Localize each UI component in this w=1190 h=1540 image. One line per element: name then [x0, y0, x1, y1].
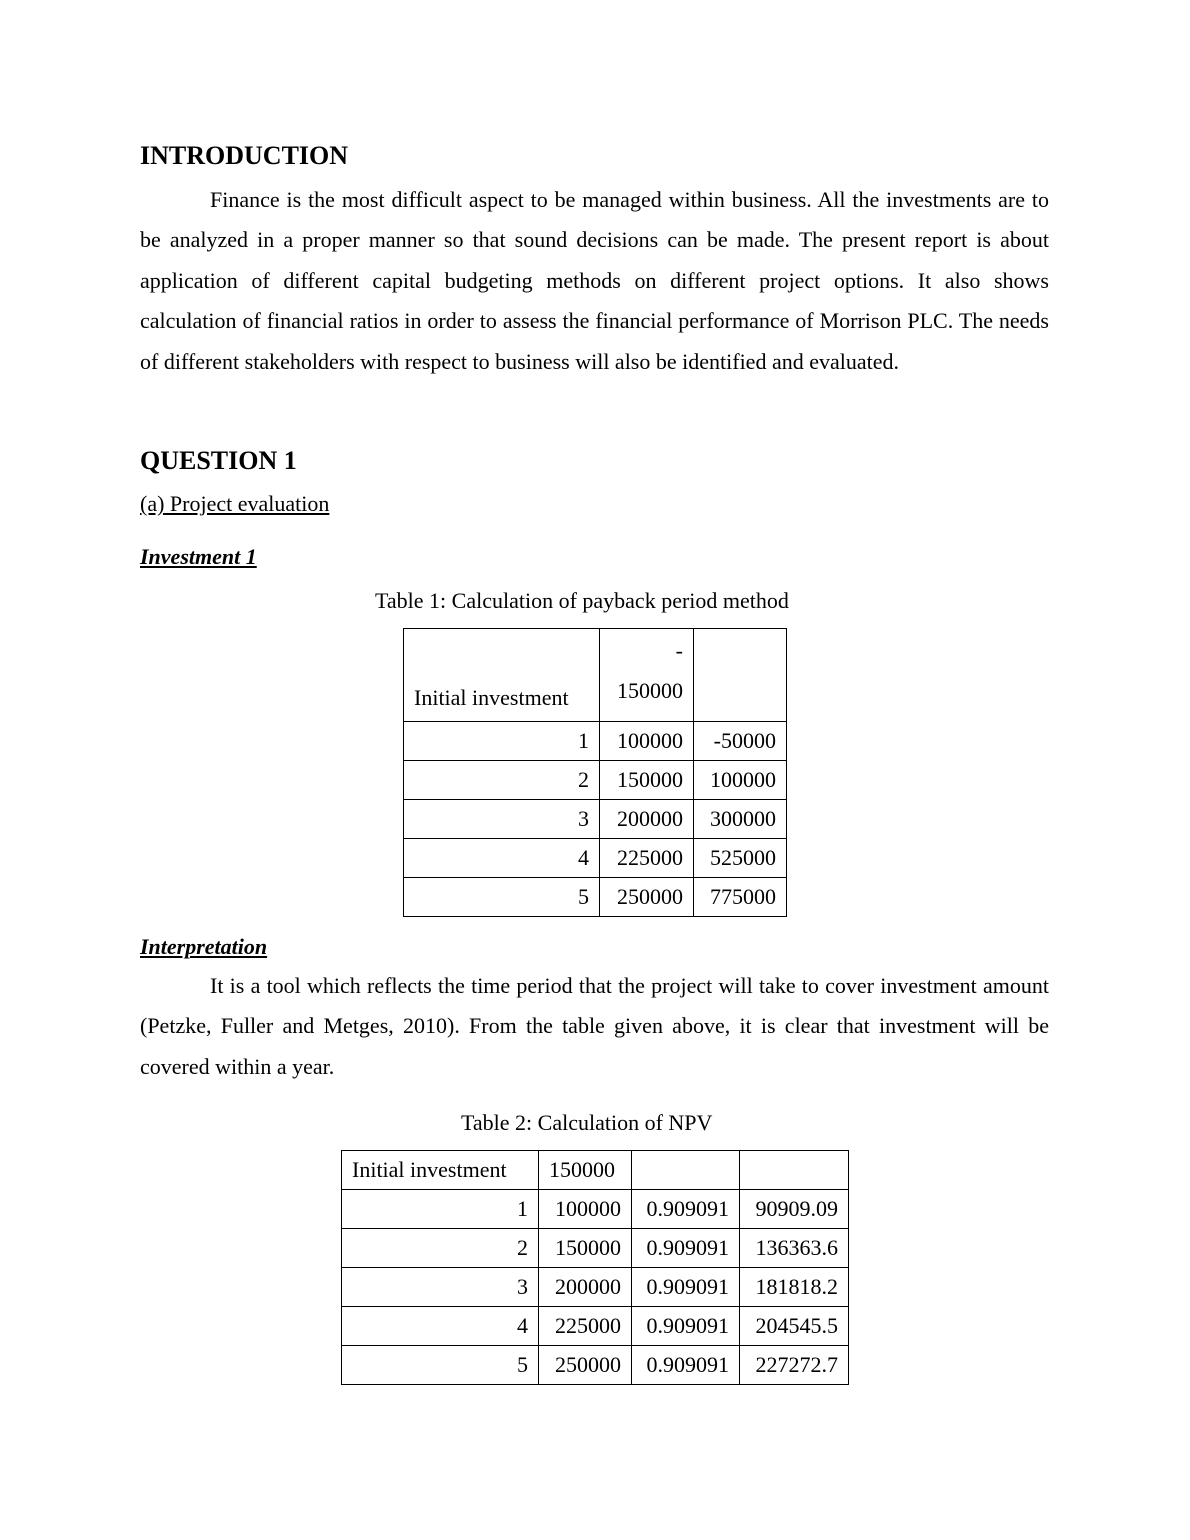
table-cell: 300000 [694, 800, 787, 839]
table-cell: 5 [342, 1346, 539, 1385]
table-cell: 225000 [539, 1307, 632, 1346]
table-cell [632, 1151, 740, 1190]
table-cell: 0.909091 [632, 1268, 740, 1307]
table-row [342, 1268, 849, 1307]
table-cell: 225000 [600, 839, 694, 878]
table-cell: 200000 [539, 1268, 632, 1307]
table-cell: 0.909091 [632, 1346, 740, 1385]
table-cell: 1 [404, 722, 600, 761]
table-row [342, 1346, 849, 1385]
table-row [404, 761, 787, 800]
table-cell: 90909.09 [740, 1190, 849, 1229]
table-cell: 150000 [600, 761, 694, 800]
table-cell: 204545.5 [740, 1307, 849, 1346]
interpretation-paragraph: It is a tool which reflects the time period that the project will take to cover investment amount (Petzke, Fuller and Metges, 2010). From the table given above, it is clear that investment will be covered within a year. [140, 973, 1049, 1079]
initial-investment-value: 150000 [617, 678, 683, 703]
table-cell: 181818.2 [740, 1268, 849, 1307]
table-cell: 250000 [600, 878, 694, 917]
table-row [404, 722, 787, 761]
table-row [404, 800, 787, 839]
table-cell: Initial investment [404, 629, 600, 722]
table-cell: 100000 [694, 761, 787, 800]
table-cell: 3 [404, 800, 600, 839]
table-cell: 4 [342, 1307, 539, 1346]
project-evaluation-subheading: (a) Project evaluation [140, 491, 330, 516]
table-cell: 0.909091 [632, 1190, 740, 1229]
table-cell: 1 [342, 1190, 539, 1229]
table-cell: 775000 [694, 878, 787, 917]
table-cell: 525000 [694, 839, 787, 878]
table-cell: 227272.7 [740, 1346, 849, 1385]
table-cell: 4 [404, 839, 600, 878]
table-cell: 3 [342, 1268, 539, 1307]
table-cell: -50000 [694, 722, 787, 761]
investment-1-label: Investment 1 [140, 544, 257, 569]
table-cell: 250000 [539, 1346, 632, 1385]
introduction-heading: INTRODUCTION [140, 141, 349, 170]
table-row [342, 1151, 849, 1190]
table2-caption: Table 2: Calculation of NPV [461, 1110, 713, 1135]
npv-table [341, 1150, 849, 1385]
minus-sign: - [675, 638, 683, 663]
table-cell: 100000 [539, 1190, 632, 1229]
table-cell [600, 629, 694, 722]
table-cell [694, 629, 787, 722]
table-row [404, 839, 787, 878]
table-cell: 150000 [539, 1229, 632, 1268]
table-cell: 2 [404, 761, 600, 800]
table-cell: 136363.6 [740, 1229, 849, 1268]
question1-heading: QUESTION 1 [140, 446, 297, 475]
payback-table [403, 628, 787, 917]
table-cell: Initial investment [342, 1151, 539, 1190]
table-cell: 150000 [539, 1151, 632, 1190]
table-row [404, 878, 787, 917]
table-cell: 0.909091 [632, 1229, 740, 1268]
table1-caption: Table 1: Calculation of payback period method [375, 588, 789, 613]
table-cell: 2 [342, 1229, 539, 1268]
table-row [342, 1229, 849, 1268]
interpretation-heading: Interpretation [140, 934, 268, 959]
table-cell: 5 [404, 878, 600, 917]
introduction-paragraph: Finance is the most difficult aspect to be managed within business. All the investments are to be analyzed in a proper manner so that sound decisions can be made. The present report is about application of different capital budgeting methods on different project options. It also shows calculation of financial ratios in order to assess the financial performance of Morrison PLC. The needs of different stakeholders with respect to business will also be identified and evaluated. [140, 187, 1049, 374]
table-row [404, 629, 787, 722]
table-row [342, 1190, 849, 1229]
table-cell: 0.909091 [632, 1307, 740, 1346]
table-cell: 100000 [600, 722, 694, 761]
table-cell: 200000 [600, 800, 694, 839]
table-cell [740, 1151, 849, 1190]
table-row [342, 1307, 849, 1346]
